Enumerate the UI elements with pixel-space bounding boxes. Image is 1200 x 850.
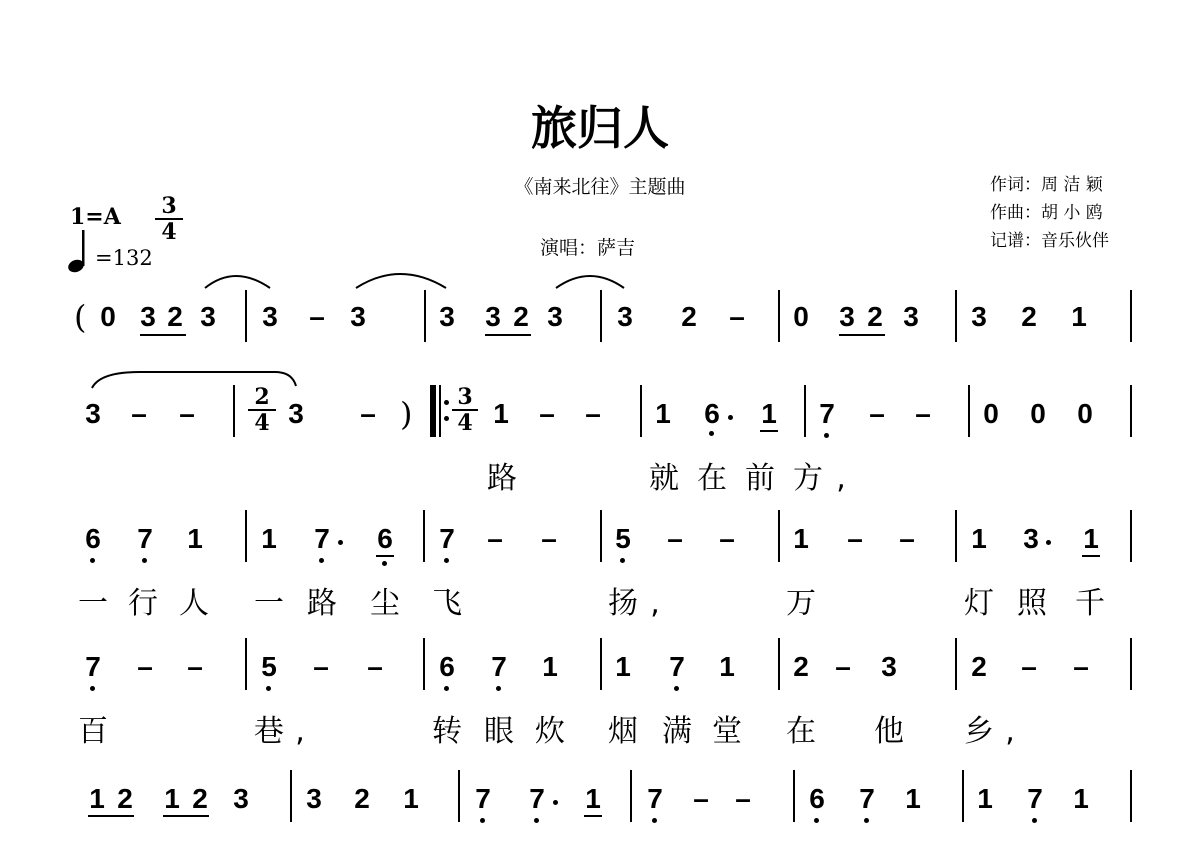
lyric-syllable: 在 <box>786 714 816 749</box>
slur <box>556 276 624 288</box>
note: 7 <box>85 651 101 682</box>
note: 2 <box>354 783 370 814</box>
note: 5 <box>261 651 277 682</box>
dash: – <box>131 398 147 429</box>
note: 7 <box>669 651 685 682</box>
note: 1 <box>164 783 180 814</box>
close-paren: ) <box>400 395 413 433</box>
note: 3 <box>881 651 897 682</box>
dash: – <box>541 523 557 554</box>
note: 3 <box>547 301 563 332</box>
dash: – <box>137 651 153 682</box>
note: 3 <box>288 398 304 429</box>
note: 3 <box>903 301 919 332</box>
lyric-syllable: 就 <box>649 461 679 496</box>
time-signature-return: 3 4 <box>452 387 478 433</box>
note: 1 <box>655 398 671 429</box>
note: 7 <box>647 783 663 814</box>
note: 3 <box>140 301 156 332</box>
lyric-syllable: 转 <box>432 714 462 749</box>
note: 0 <box>1077 398 1093 429</box>
note: 3 <box>262 301 278 332</box>
note: 1 <box>761 398 777 429</box>
dash: – <box>847 523 863 554</box>
lyric-syllable: 满 <box>662 714 692 749</box>
note: 1 <box>1073 783 1089 814</box>
note: 1 <box>719 651 735 682</box>
note: 7 <box>529 783 545 814</box>
lyric-punctuation: , <box>295 714 305 749</box>
lyric-syllable: 人 <box>179 586 209 621</box>
open-paren: ( <box>74 298 87 336</box>
tempo-marking: =132 <box>95 246 153 270</box>
note: 1 <box>187 523 203 554</box>
note: 2 <box>793 651 809 682</box>
dash: – <box>1073 651 1089 682</box>
note: 0 <box>1030 398 1046 429</box>
note: 1 <box>615 651 631 682</box>
note: 1 <box>905 783 921 814</box>
lyric-syllable: 照 <box>1017 586 1047 621</box>
dash: – <box>309 301 325 332</box>
dash: – <box>835 651 851 682</box>
dash: – <box>360 398 376 429</box>
note: 3 <box>1023 523 1039 554</box>
note: 3 <box>85 398 101 429</box>
dash: – <box>187 651 203 682</box>
note: 1 <box>1083 523 1099 554</box>
transcriber-credit: 记谱：音乐伙伴 <box>990 231 1109 251</box>
lyric-syllable: 飞 <box>432 586 462 621</box>
note: 1 <box>89 783 105 814</box>
dash: – <box>729 301 745 332</box>
lyricist-credit: 作词：周 洁 颖 <box>990 175 1103 195</box>
dash: – <box>869 398 885 429</box>
note: 3 <box>439 301 455 332</box>
note: 7 <box>137 523 153 554</box>
note: 1 <box>542 651 558 682</box>
dash: – <box>719 523 735 554</box>
note: 1 <box>977 783 993 814</box>
lyric-syllable: 万 <box>786 586 816 621</box>
note: 6 <box>377 523 393 554</box>
dash: – <box>1021 651 1037 682</box>
singer-credit: 演唱：萨吉 <box>540 237 636 259</box>
note: 6 <box>809 783 825 814</box>
note: 2 <box>192 783 208 814</box>
song-title: 旅归人 <box>531 101 669 155</box>
key-signature: 1=A <box>70 204 121 230</box>
note: 2 <box>971 651 987 682</box>
note: 2 <box>1021 301 1037 332</box>
note: 3 <box>485 301 501 332</box>
lyric-punctuation: , <box>836 461 846 496</box>
note: 0 <box>983 398 999 429</box>
lyric-punctuation: , <box>1005 714 1015 749</box>
lyric-syllable: 眼 <box>484 714 514 749</box>
lyric-syllable: 灯 <box>964 586 994 621</box>
note: 1 <box>261 523 277 554</box>
lyric-syllable: 扬 <box>608 586 638 621</box>
slur <box>205 276 270 288</box>
note: 1 <box>1071 301 1087 332</box>
dash: – <box>487 523 503 554</box>
note: 5 <box>615 523 631 554</box>
note: 7 <box>859 783 875 814</box>
lyric-punctuation: , <box>650 586 660 621</box>
lyric-syllable: 千 <box>1075 586 1105 621</box>
note: 7 <box>314 523 330 554</box>
note: 3 <box>306 783 322 814</box>
slur <box>356 274 446 288</box>
dash: – <box>915 398 931 429</box>
lyric-syllable: 烟 <box>608 714 638 749</box>
dash: – <box>179 398 195 429</box>
note: 7 <box>491 651 507 682</box>
note: 6 <box>439 651 455 682</box>
note: 2 <box>117 783 133 814</box>
slur <box>92 372 296 388</box>
note: 1 <box>493 398 509 429</box>
note: 3 <box>350 301 366 332</box>
dash: – <box>899 523 915 554</box>
note: 6 <box>704 398 720 429</box>
time-signature-change: 2 4 <box>248 387 276 433</box>
lyric-syllable: 行 <box>128 586 158 621</box>
lyric-syllable: 堂 <box>712 714 742 749</box>
lyric-syllable: 方 <box>793 461 823 496</box>
lyric-syllable: 巷 <box>254 714 284 749</box>
lyric-syllable: 一 <box>254 586 284 621</box>
note: 3 <box>617 301 633 332</box>
lyric-syllable: 百 <box>78 714 108 749</box>
lyric-syllable: 尘 <box>370 586 400 621</box>
note: 1 <box>971 523 987 554</box>
lyric-syllable: 炊 <box>535 714 565 749</box>
lyric-syllable: 前 <box>745 461 775 496</box>
note: 7 <box>819 398 835 429</box>
note: 0 <box>100 301 116 332</box>
dash: – <box>585 398 601 429</box>
lyric-syllable: 路 <box>487 461 517 496</box>
note: 3 <box>839 301 855 332</box>
lyric-syllable: 路 <box>307 586 337 621</box>
note: 7 <box>475 783 491 814</box>
composer-credit: 作曲：胡 小 鸥 <box>990 203 1103 223</box>
note: 7 <box>439 523 455 554</box>
dash: – <box>735 783 751 814</box>
song-subtitle: 《南来北往》主题曲 <box>514 176 686 198</box>
note: 1 <box>403 783 419 814</box>
note: 7 <box>1027 783 1043 814</box>
lyric-syllable: 一 <box>78 586 108 621</box>
note: 1 <box>793 523 809 554</box>
note: 2 <box>167 301 183 332</box>
lyric-syllable: 乡 <box>964 714 994 749</box>
lyric-syllable: 在 <box>697 461 727 496</box>
note: 3 <box>200 301 216 332</box>
note: 3 <box>971 301 987 332</box>
dash: – <box>367 651 383 682</box>
dash: – <box>539 398 555 429</box>
note: 6 <box>85 523 101 554</box>
dash: – <box>667 523 683 554</box>
note: 2 <box>681 301 697 332</box>
lyric-syllable: 他 <box>874 714 904 749</box>
time-signature: 3 4 <box>155 196 183 242</box>
note: 0 <box>793 301 809 332</box>
note: 1 <box>585 783 601 814</box>
dash: – <box>693 783 709 814</box>
note: 2 <box>513 301 529 332</box>
note: 3 <box>233 783 249 814</box>
dash: – <box>313 651 329 682</box>
note: 2 <box>867 301 883 332</box>
